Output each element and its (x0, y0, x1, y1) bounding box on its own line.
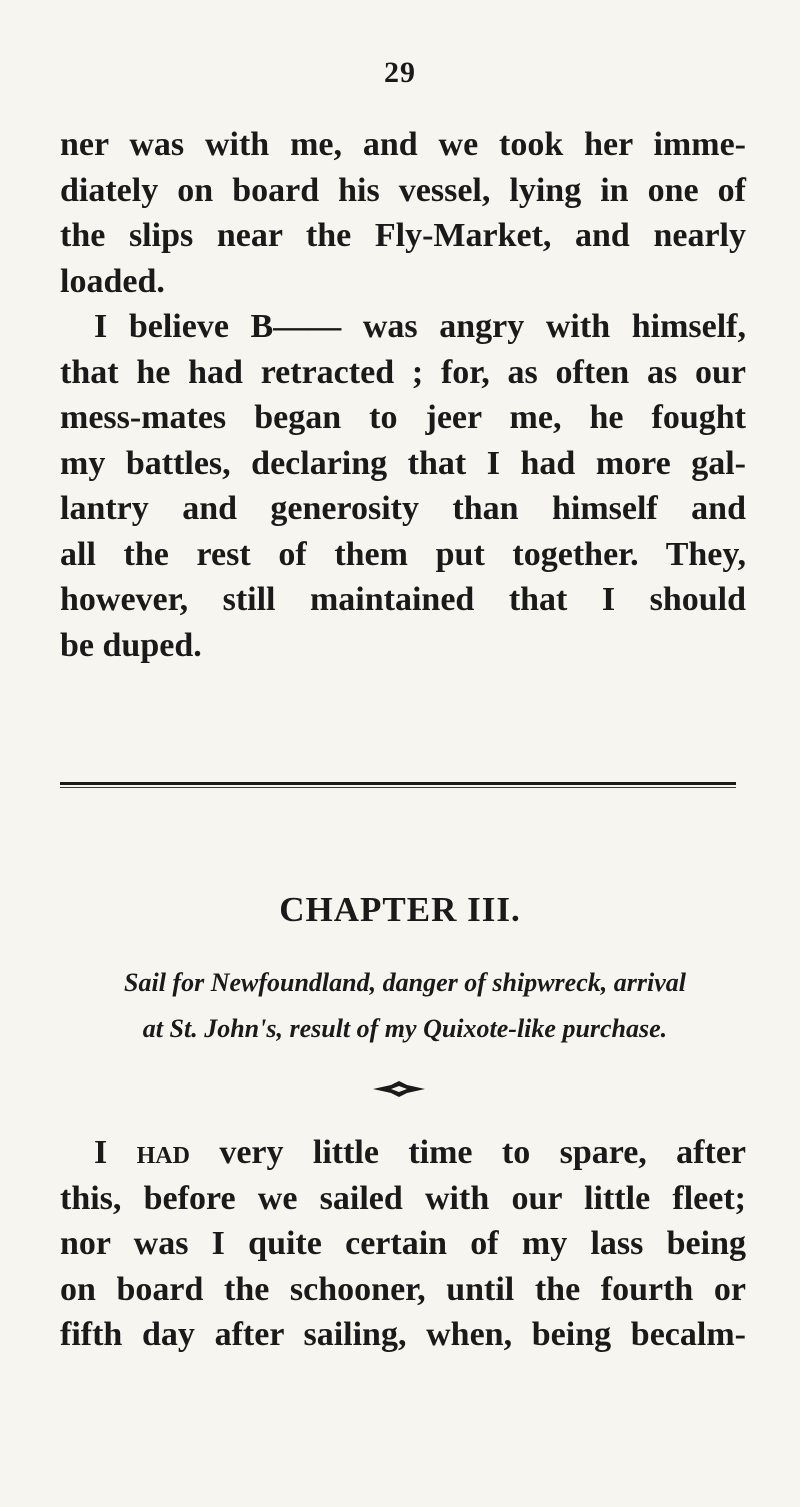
synopsis-line: Sail for Newfoundland, danger of shipwreck, arrival (124, 968, 686, 997)
text-line: the slips near the Fly-Market, and nearly (60, 217, 746, 254)
text-line: diately on board his vessel, lying in one of (60, 171, 746, 209)
text-line: nor was I quite certain of my lass being (60, 1225, 746, 1262)
text-line: on board the schooner, until the fourth or (60, 1270, 746, 1308)
chapter-synopsis (60, 960, 750, 1052)
text-line: be duped. (60, 626, 202, 664)
text-line: mess-mates began to jeer me, he fought (60, 399, 746, 436)
text-line: however, still maintained that I should (60, 581, 746, 618)
opening-smallcaps: had (136, 1134, 190, 1171)
page-number: 29 (384, 56, 416, 89)
chapter-title: CHAPTER III. (279, 890, 521, 929)
text-line: loaded. (60, 262, 165, 300)
text-line: all the rest of them put together. They, (60, 535, 746, 573)
text-block-bottom (60, 1130, 746, 1358)
text-line: fifth day after sailing, when, being becalm- (60, 1316, 746, 1353)
text-line: lantry and generosity than himself and (60, 490, 746, 527)
ornament-icon (373, 1081, 425, 1097)
text-line: ner was with me, and we took her imme- (60, 126, 746, 163)
synopsis-line: at St. John's, result of my Quixote-like purchase. (142, 1014, 668, 1043)
opening-word: I (94, 1134, 108, 1171)
chapter-divider-rule (60, 782, 736, 789)
text-line: that he had retracted ; for, as often as our (60, 353, 746, 391)
text-line-opening (60, 1130, 746, 1176)
text-line: I believe B—— was angry with himself, (94, 308, 746, 345)
text-line: this, before we sailed with our little fleet; (60, 1179, 746, 1217)
text-line: my battles, declaring that I had more gal- (60, 444, 746, 482)
opening-rest: very little time to spare, after (219, 1134, 746, 1171)
divider-thin-line (60, 787, 736, 788)
divider-thick-line (60, 782, 736, 785)
text-block-top (60, 122, 746, 668)
